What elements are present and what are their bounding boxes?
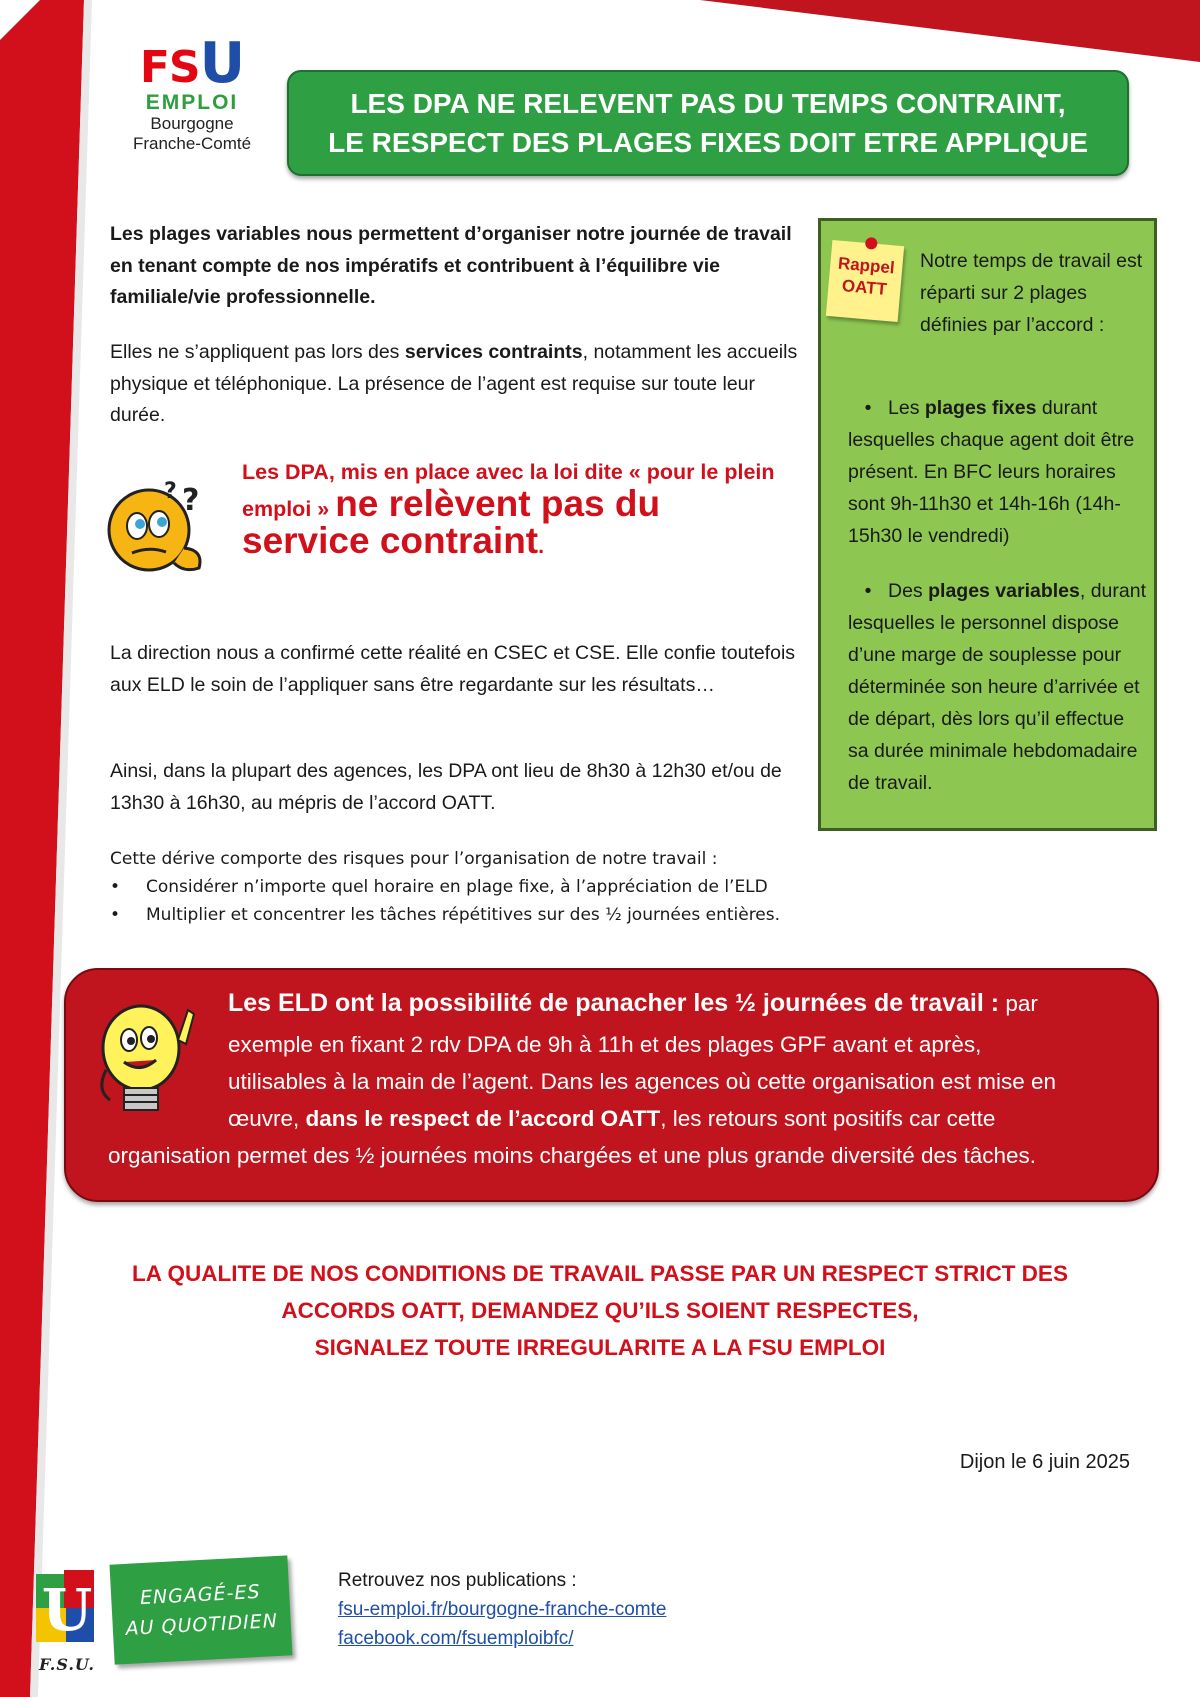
engage-badge: [110, 1555, 293, 1664]
dpa-highlight: Les DPA, mis en place avec la loi dite « pour le plein emploi » ne relèvent pas du service contraint.: [242, 460, 775, 561]
page-title: LES DPA NE RELEVENT PAS DU TEMPS CONTRAINT, LE RESPECT DES PLAGES FIXES DOIT ETRE APPLIQUE: [328, 88, 1088, 158]
website-link[interactable]: fsu-emploi.fr/bourgogne-franche-comte: [338, 1599, 667, 1620]
publications-label: Retrouvez nos publications :: [338, 1570, 577, 1591]
logo-brand: FSU: [139, 31, 245, 96]
logo-region-line1: Bourgogne: [150, 114, 234, 133]
svg-text:?: ?: [182, 483, 200, 518]
note-line2: OATT: [841, 276, 888, 299]
fsu-logo-letter: U: [41, 1576, 93, 1644]
panachage-line-1: Les ELD ont la possibilité de panacher les ½ journées de travail : par: [228, 989, 1038, 1017]
note-line1: Rappel: [837, 253, 896, 278]
fsu-color-blocks-icon: [34, 1568, 100, 1650]
fsu-emploi-logo: [112, 31, 272, 154]
service-contraint-paragraph: Elles ne s’appliquent pas lors des services contraints, notamment les accueils physique et téléphonique. La présence de l’agent est requise sur toute leur durée.: [110, 341, 798, 426]
panachage-line-3: utilisables à la main de l’agent. Dans les agences où cette organisation est mise en: [228, 1069, 1056, 1094]
lightbulb-icon: [96, 1000, 206, 1130]
thinking-face-icon: [104, 478, 214, 578]
engage-line1: ENGAGÉ-ES: [139, 1580, 262, 1610]
sidebar-item-plages-fixes: • Les plages fixes durant lesquelles chaque agent doit être présent. En BFC leurs horaires sont 9h-11h30 et 14h-16h (14h-15h30 le vendredi): [848, 397, 1135, 547]
top-right-red-band: [700, 0, 1200, 62]
sidebar-intro: Notre temps de travail est réparti sur 2 plages définies par l’accord :: [920, 250, 1143, 336]
direction-paragraph: La direction nous a confirmé cette réalité en CSEC et CSE. Elle confie toutefois aux ELD le soin de l’appliquer sans être regardante sur les résultats…: [110, 642, 796, 696]
sidebar-item-plages-variables: • Des plages variables, durant lesquelles le personnel dispose d’une marge de souplesse pour déterminée son heure d’arrivée et de départ, dès lors qu’il effectue sa durée minimale hebdomadaire de travail.: [848, 580, 1147, 794]
title-banner: [287, 70, 1129, 176]
risks-intro: Cette dérive comporte des risques pour l’organisation de notre travail :: [110, 849, 718, 869]
publications: [338, 1566, 666, 1653]
call-to-action: LA QUALITE DE NOS CONDITIONS DE TRAVAIL PASSE PAR UN RESPECT STRICT DES ACCORDS OATT, DEMANDEZ QU’ILS SOIENT RESPECTES, SIGNALEZ TOUTE IRREGULARITE A LA FSU EMPLOI: [132, 1261, 1068, 1360]
logo-emploi-text: EMPLOI: [145, 91, 239, 114]
panachage-line-2: exemple en fixant 2 rdv DPA de 9h à 11h et des plages GPF avant et après,: [228, 1032, 982, 1057]
svg-text:?: ?: [164, 479, 177, 504]
date-line: Dijon le 6 juin 2025: [959, 1451, 1130, 1473]
engage-line2: AU QUOTIDIEN: [125, 1610, 279, 1640]
fsu-logo-text: F.S.U.: [39, 1655, 95, 1674]
panachage-line-4: œuvre, dans le respect de l’accord OATT, les retours sont positifs car cette: [228, 1106, 996, 1131]
panachage-line-5: organisation permet des ½ journées moins chargées et une plus grande diversité des tâches.: [108, 1143, 1037, 1168]
agences-paragraph: Ainsi, dans la plupart des agences, les DPA ont lieu de 8h30 à 12h30 et/ou de 13h30 à 16h30, au mépris de l’accord OATT.: [110, 760, 782, 814]
risk-item: • Multiplier et concentrer les tâches répétitives sur des ½ journées entières.: [110, 905, 781, 925]
risk-item: • Considérer n’importe quel horaire en plage fixe, à l’appréciation de l’ELD: [110, 877, 768, 897]
rappel-oatt-note: [826, 240, 904, 322]
intro-paragraph: Les plages variables nous permettent d’organiser notre journée de travail en tenant compte de nos impératifs et contribuent à l’équilibre vie familiale/vie professionnelle.: [110, 223, 792, 308]
logo-region-line2: Franche-Comté: [132, 134, 252, 153]
facebook-link[interactable]: facebook.com/fsuemploibfc/: [338, 1628, 574, 1649]
fsu-logo: [34, 1568, 100, 1674]
pin-icon: [865, 237, 878, 250]
